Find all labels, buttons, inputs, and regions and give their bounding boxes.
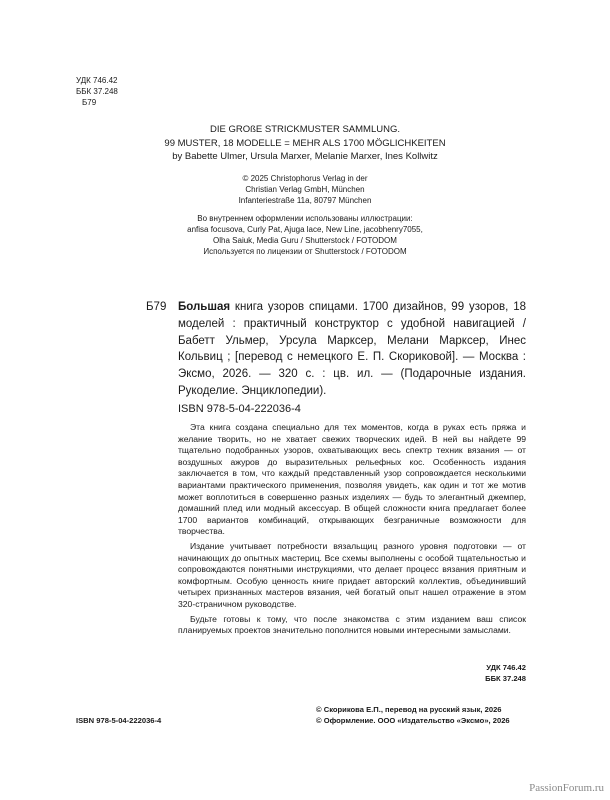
biblio-text — [178, 299, 526, 400]
isbn-bottom: ISBN 978-5-04-222036-4 — [76, 716, 162, 725]
udk-code: УДК 746.42 — [76, 76, 118, 85]
bbk-code: ББК 37.248 — [76, 87, 118, 96]
copyright-line: © 2025 Christophorus Verlag in der — [242, 174, 368, 183]
bibliographic-record — [146, 299, 526, 400]
credit-line: Используется по лицензии от Shutterstock / FOTODOM — [203, 247, 407, 256]
bbk-code-right: ББК 37.248 — [485, 673, 526, 683]
original-title-line: 99 MUSTER, 18 MODELLE = MEHR ALS 1700 MÖGLICHKEITEN — [164, 137, 446, 149]
isbn-main: ISBN 978-5-04-222036-4 — [178, 403, 301, 415]
original-title-line: DIE GROßE STRICKMUSTER SAMMLUNG. — [209, 124, 400, 135]
classification-codes — [76, 75, 118, 108]
annotation-paragraph: Издание учитывает потребности вязальщиц разного уровня подготовки — от начинающих до опытных мастериц. Все схемы выполнены с особой тщательностью и сопровождаются понятными инструкциями, что делает процесс вязания приятным и комфортным. Особую ценность книге придает авторский коллектив, объединивший четырех признанных мастеров вязания, чей богатый опыт нашел отражение в этом 320-страничном руководстве. — [178, 540, 526, 609]
translation-copyright: © Скорикова Е.П., перевод на русский язык, 2026 — [316, 705, 502, 714]
annotation — [178, 422, 526, 640]
original-copyright-block — [0, 173, 610, 206]
credit-line: Olha Saiuk, Media Guru / Shutterstock / FOTODOM — [213, 236, 397, 245]
right-classification-codes — [460, 663, 526, 684]
annotation-paragraph: Будьте готовы к тому, что после знакомства с этим изданием ваш список планируемых проектов значительно пополнится новыми интересными замыслами. — [178, 613, 526, 636]
watermark: PassionForum.ru — [529, 782, 604, 794]
illustrations-credit-block — [0, 213, 610, 257]
copyright-bottom — [316, 704, 510, 726]
credit-line: anfisa focusova, Curly Pat, Ajuga lace, New Line, jacobhenry7055, — [187, 225, 423, 234]
udk-code-right: УДК 746.42 — [486, 663, 526, 672]
original-authors-line: by Babette Ulmer, Ursula Marxer, Melanie Marxer, Ines Kollwitz — [172, 151, 438, 162]
design-copyright: © Оформление. ООО «Издательство «Эксмо», 2026 — [316, 716, 510, 725]
biblio-title-bold: Большая — [178, 301, 231, 313]
copyright-line: Christian Verlag GmbH, München — [245, 185, 365, 194]
annotation-paragraph: Эта книга создана специально для тех моментов, когда в руках есть пряжа и желание творить, но не хватает свежих творческих идей. В ней вы найдете 99 тщательно подобранных узоров, охватывающих весь спектр техник вязания — от воздушных ажуров до выразительных рельефных кос. Особенность издания заключается в том, что каждый представленный узор сопровождается несколькими вариантами практического применения, позволяя увидеть, как один и тот же мотив может воплотиться в совершенно разных изделиях — будь то элегантный джемпер, домашний плед или модный аксессуар. В общей сложности книга предлагает более 1700 вариантов комбинаций, открывающих безграничные возможности для творчества. — [178, 422, 526, 537]
original-title-block — [0, 123, 610, 164]
author-mark: Б79 — [82, 98, 97, 107]
copyright-line: Infanteriestraße 11a, 80797 München — [238, 196, 372, 205]
biblio-code: Б79 — [146, 301, 167, 313]
credit-line: Во внутреннем оформлении использованы иллюстрации: — [197, 214, 413, 223]
biblio-description: книга узоров спицами. 1700 дизайнов, 99 узоров, 18 моделей : практичный конструктор с удобной навигацией / Бабетт Ульмер, Урсула Марксер, Мелани Марксер, Инес Кольвиц ; [перевод с немецкого Е. П. Скориковой]. — Москва : Эксмо, 2026. — 320 с. : цв. ил. — (Подарочные издания. Рукоделие. Энциклопедии). — [178, 301, 526, 397]
